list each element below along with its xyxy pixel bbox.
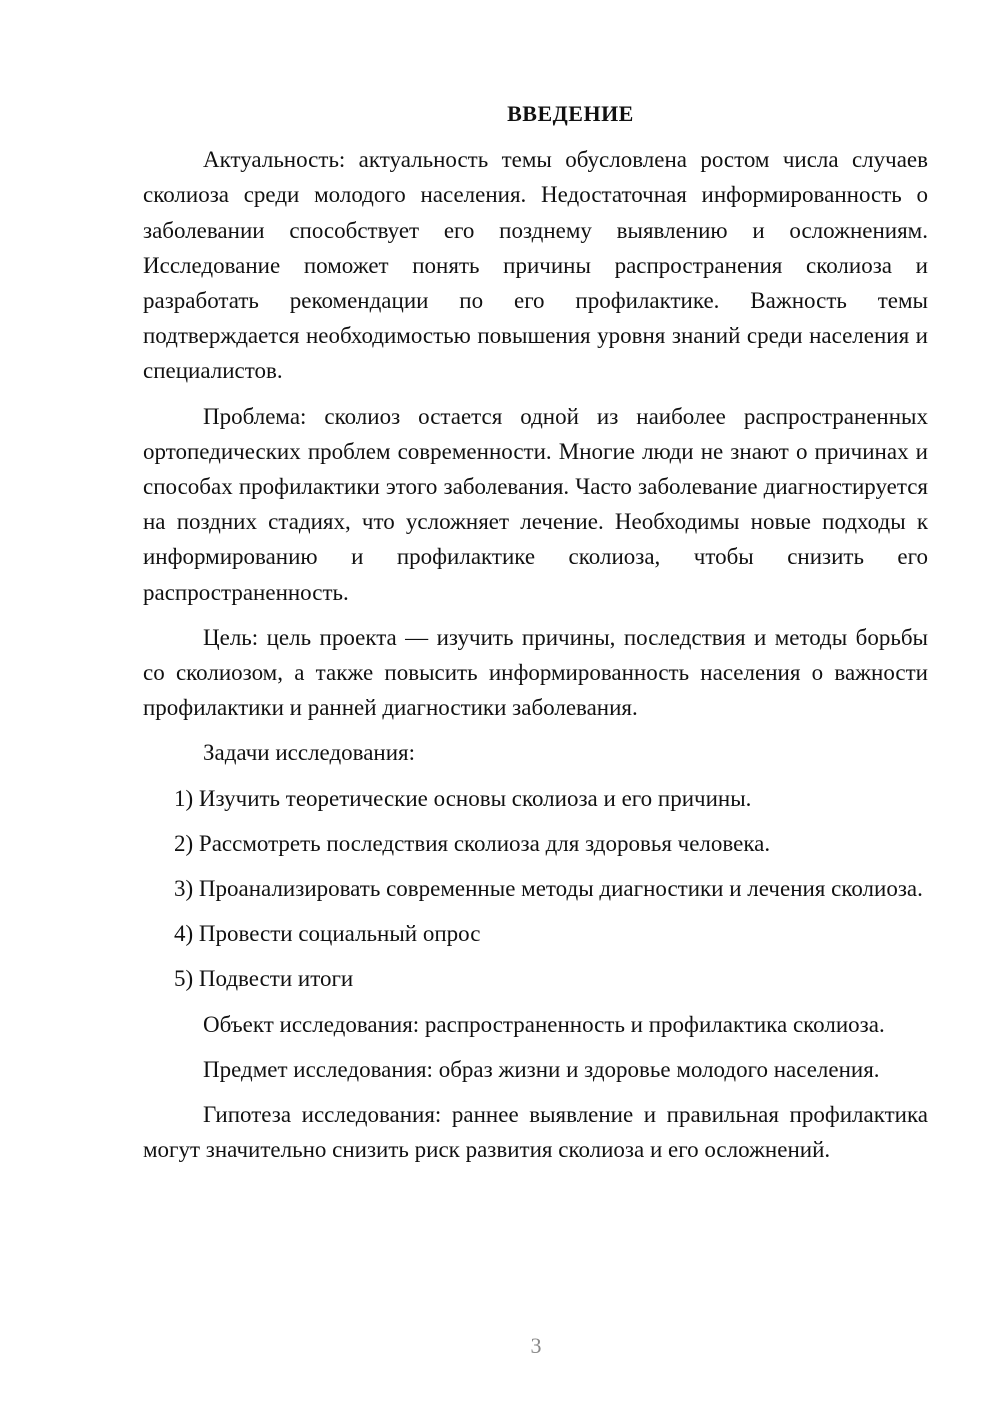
task-item: 3) Проанализировать современные методы диагностики и лечения сколиоза. (174, 876, 923, 902)
page-number: 3 (530, 1333, 542, 1358)
page-content (143, 96, 928, 1167)
task-item: 4) Провести социальный опрос (174, 921, 481, 947)
goal-paragraph: Цель: цель проекта — изучить причины, последствия и методы борьбы со сколиозом, а также повысить информированность населения о важности профилактики и ранней диагностики заболевания. (143, 624, 928, 721)
task-item: 5) Подвести итоги (174, 966, 354, 992)
tasks-heading: Задачи исследования: (203, 740, 416, 766)
subject-paragraph: Предмет исследования: образ жизни и здоровье молодого населения. (203, 1056, 880, 1082)
object-paragraph: Объект исследования: распространенность и профилактика сколиоза. (203, 1011, 885, 1037)
hypothesis-paragraph: Гипотеза исследования: раннее выявление и правильная профилактика могут значительно снизить риск развития сколиоза и его осложнений. (143, 1102, 928, 1163)
task-item: 1) Изучить теоретические основы сколиоза и его причины. (174, 785, 752, 811)
problem-paragraph: Проблема: сколиоз остается одной из наиболее распространенных ортопедических проблем современности. Многие люди не знают о причинах и способах профилактики этого заболевания. Часто заболевание диагностируется на поздних стадиях, что усложняет лечение. Необходимы новые подходы к информированию и профилактике сколиоза, чтобы снизить его распространенность. (143, 403, 928, 605)
task-item: 2) Рассмотреть последствия сколиоза для здоровья человека. (174, 830, 771, 856)
relevance-paragraph: Актуальность: актуальность темы обусловлена ростом числа случаев сколиоза среди молодого населения. Недостаточная информированность о заболевании способствует его позднему выявлению и осложнениям. Исследование поможет понять причины распространения сколиоза и разработать рекомендации по его профилактике. Важность темы подтверждается необходимостью повышения уровня знаний среди населения и специалистов. (143, 147, 928, 384)
page-title: ВВЕДЕНИЕ (507, 101, 634, 126)
